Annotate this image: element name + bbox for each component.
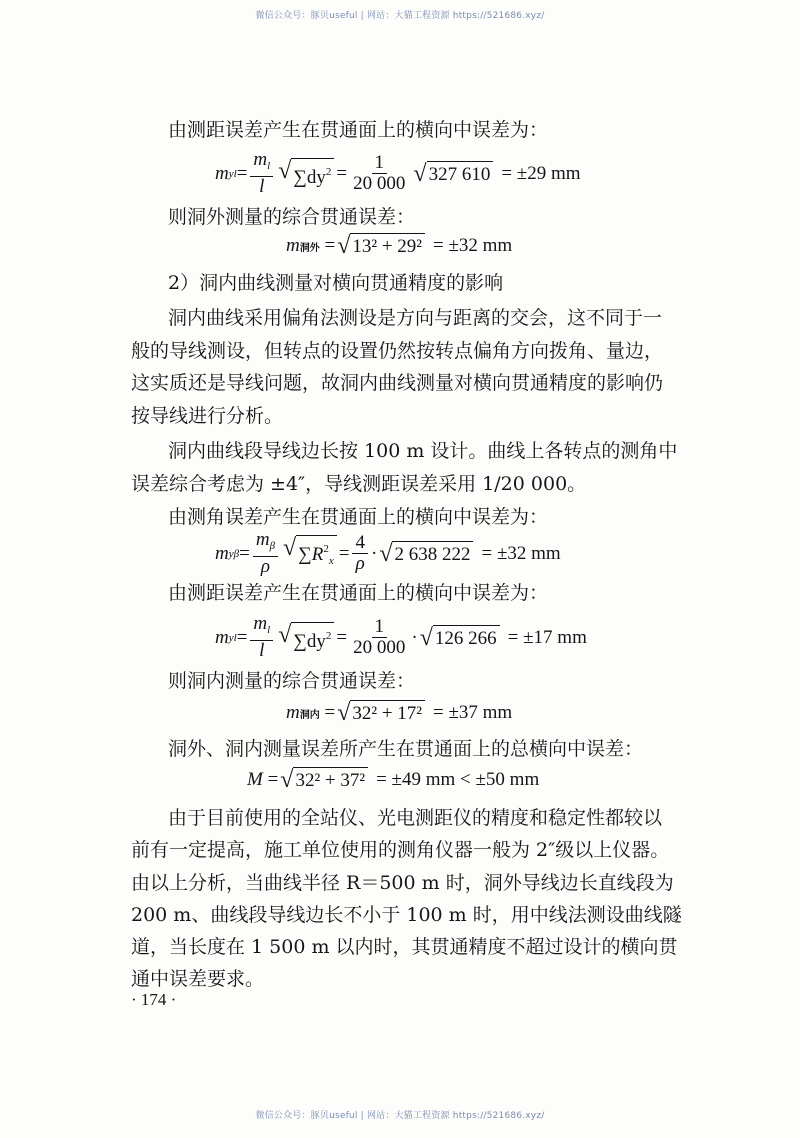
paragraph-line: 前有一定提高，施工单位使用的测角仪器一般为 2″级以上仪器。 [131,839,670,861]
paragraph-line: 通中误差要求。 [131,968,265,990]
paragraph-line: 由测角误差产生在贯通面上的横向中误差为： [168,506,549,528]
paragraph-line: 这实质还是导线问题，故洞内曲线测量对横向贯通精度的影响仍 [131,372,664,394]
equation-angle-error-inside: m yβ = $\frac{m_\beta}{\rho}$ √ $\sum R^2_x$ = $\frac{4}{\rho}$ · √ 2 638 222 = ±32 mm [215,529,561,577]
equation-inside-total: m 洞内 = √ 32² + 17² = ±37 mm [286,700,513,726]
equation-ranging-error-inside: m yl = $\frac{m_l}{l}$ √ $\sum dy^2$ = $\frac{1}{20 000}$ · √ 126 266 = ±17 mm [215,613,587,661]
paragraph-line: 由测距误差产生在贯通面上的横向中误差为： [168,582,549,604]
paragraph-line: 般的导线测设，但转点的设置仍然按转点偏角方向拨角、量边， [131,340,664,362]
equation-outside-total: m 洞外 = √ 13² + 29² = ±32 mm [286,233,513,259]
paragraph-line: 洞内曲线采用偏角法测设是方向与距离的交会，这不同于一 [168,307,663,329]
watermark-top: 微信公众号：豚贝useful | 网站：大猫工程资源 https://521686.xyz/ [255,11,545,21]
paragraph-line: 则洞内测量的综合贯通误差： [168,670,416,692]
paragraph-line: 由以上分析，当曲线半径 R＝500 m 时，洞外导线边长直线段为 [131,872,674,894]
paragraph-line: 由测距误差产生在贯通面上的横向中误差为： [168,119,549,141]
section-heading: 2）洞内曲线测量对横向贯通精度的影响 [168,272,504,294]
page-number: · 174 · [131,990,177,1009]
watermark-bottom: 微信公众号：豚贝useful | 网站：大猫工程资源 https://521686.xyz/ [255,1111,545,1121]
paragraph-line: 误差综合考虑为 ±4″，导线测距误差采用 1/20 000。 [131,473,587,495]
equation-ranging-error-outside: m yl = $\frac{m_l}{l}$ √ $\sum dy^2$ = $\frac{1}{20 000}$ √ 327 610 = ±29 mm [215,149,581,197]
paragraph-line: 道，当长度在 1 500 m 以内时，其贯通精度不超过设计的横向贯 [131,936,678,958]
equation-total-lateral-error: M = √ 32² + 37² = ±49 mm < ±50 mm [247,767,540,793]
paragraph-line: 则洞外测量的综合贯通误差： [168,206,416,228]
paragraph-line: 洞内曲线段导线边长按 100 m 设计。曲线上各转点的测角中 [168,440,678,462]
paragraph-line: 200 m、曲线段导线边长不小于 100 m 时，用中线法测设曲线隧 [131,904,682,926]
paragraph-line: 按导线进行分析。 [131,405,284,427]
paragraph-line: 洞外、洞内测量误差所产生在贯通面上的总横向中误差： [168,738,644,760]
paragraph-line: 由于目前使用的全站仪、光电测距仪的精度和稳定性都较以 [168,807,663,829]
